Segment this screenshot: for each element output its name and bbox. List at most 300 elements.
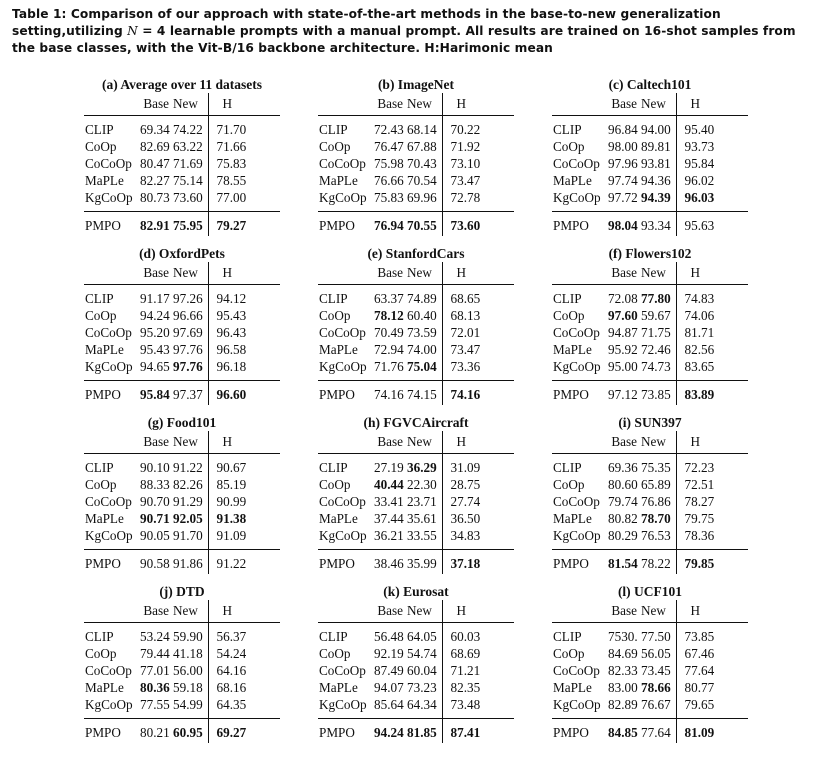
base-value: 90.05 bbox=[140, 527, 173, 550]
h-value: 56.37 bbox=[208, 623, 280, 646]
h-value: 27.74 bbox=[442, 493, 514, 510]
h-value: 95.84 bbox=[676, 155, 748, 172]
base-value: 72.08 bbox=[608, 291, 638, 306]
row-clip bbox=[552, 454, 748, 477]
h-value: 71.21 bbox=[442, 662, 514, 679]
results-table bbox=[318, 262, 514, 405]
column-header: H bbox=[208, 262, 280, 285]
row-coop bbox=[84, 476, 280, 493]
base-value: 7530. bbox=[608, 629, 638, 644]
row-coop bbox=[552, 476, 748, 493]
row-clip bbox=[84, 116, 280, 139]
h-value: 31.09 bbox=[442, 454, 514, 477]
method-name: CoOp bbox=[85, 646, 117, 661]
row-clip bbox=[318, 285, 514, 308]
header-blank bbox=[318, 431, 374, 454]
h-value: 36.50 bbox=[442, 510, 514, 527]
row-kgcoop bbox=[552, 358, 748, 381]
new-value: 59.90 bbox=[173, 629, 203, 644]
base-value: 94.87 bbox=[608, 325, 638, 340]
method-name: KgCoOp bbox=[84, 358, 140, 381]
base-value: 90.71 bbox=[140, 511, 170, 526]
new-value: 63.22 bbox=[173, 139, 203, 154]
row-clip bbox=[84, 285, 280, 308]
base-value: 82.27 bbox=[140, 173, 170, 188]
new-value: 78.70 bbox=[641, 511, 671, 526]
table-panel bbox=[552, 415, 748, 585]
method-name: MaPLe bbox=[553, 511, 592, 526]
method-name: MaPLe bbox=[319, 680, 358, 695]
row-cocoop bbox=[84, 155, 280, 172]
row-pmpo bbox=[318, 550, 514, 575]
method-name: CoCoOp bbox=[553, 156, 600, 171]
row-coop bbox=[318, 645, 514, 662]
header-blank bbox=[84, 431, 140, 454]
base-value: 97.74 bbox=[608, 173, 638, 188]
method-name: MaPLe bbox=[319, 342, 358, 357]
column-header: Base bbox=[140, 600, 173, 623]
method-name: CLIP bbox=[553, 122, 582, 137]
column-header: Base bbox=[140, 431, 173, 454]
row-maple bbox=[84, 679, 280, 696]
base-value: 80.29 bbox=[608, 527, 641, 550]
base-value: 80.73 bbox=[140, 189, 173, 212]
row-maple bbox=[84, 172, 280, 189]
base-value: 84.69 bbox=[608, 646, 638, 661]
base-value: 87.49 bbox=[374, 663, 404, 678]
table-panel bbox=[318, 584, 514, 754]
base-value: 97.60 bbox=[608, 308, 638, 323]
table-panel bbox=[84, 415, 280, 585]
method-name: PMPO bbox=[553, 725, 589, 740]
new-value: 97.37 bbox=[173, 387, 203, 402]
new-value: 94.39 bbox=[641, 189, 676, 212]
method-name: MaPLe bbox=[553, 173, 592, 188]
base-value: 82.91 bbox=[140, 218, 170, 233]
h-value: 81.09 bbox=[676, 719, 748, 744]
h-value: 68.65 bbox=[442, 285, 514, 308]
row-pmpo bbox=[552, 550, 748, 575]
column-header: Base bbox=[374, 262, 407, 285]
row-cocoop bbox=[552, 155, 748, 172]
new-value: 64.34 bbox=[407, 696, 442, 719]
new-value: 73.45 bbox=[641, 663, 671, 678]
base-value: 94.07 bbox=[374, 680, 404, 695]
new-value: 91.70 bbox=[173, 527, 208, 550]
h-value: 91.22 bbox=[208, 550, 280, 575]
row-coop bbox=[318, 476, 514, 493]
method-name: PMPO bbox=[85, 556, 121, 571]
base-value: 82.89 bbox=[608, 696, 641, 719]
new-value: 71.69 bbox=[173, 156, 203, 171]
method-name: CoCoOp bbox=[553, 325, 600, 340]
row-kgcoop bbox=[84, 358, 280, 381]
new-value: 54.99 bbox=[173, 696, 208, 719]
method-name: CoOp bbox=[553, 308, 585, 323]
header-blank bbox=[552, 93, 608, 116]
results-table bbox=[84, 262, 280, 405]
new-value: 56.00 bbox=[173, 663, 203, 678]
method-name: PMPO bbox=[553, 387, 589, 402]
row-maple bbox=[552, 341, 748, 358]
h-value: 96.18 bbox=[208, 358, 280, 381]
new-value: 64.05 bbox=[407, 629, 437, 644]
base-value: 88.33 bbox=[140, 477, 170, 492]
row-coop bbox=[318, 138, 514, 155]
header-row bbox=[318, 262, 514, 285]
method-name: KgCoOp bbox=[318, 358, 374, 381]
h-value: 54.24 bbox=[208, 645, 280, 662]
header-blank bbox=[318, 93, 374, 116]
method-name: MaPLe bbox=[553, 680, 592, 695]
h-value: 83.89 bbox=[676, 381, 748, 406]
new-value: 65.89 bbox=[641, 477, 671, 492]
method-name: KgCoOp bbox=[84, 189, 140, 212]
method-name: PMPO bbox=[85, 387, 121, 402]
results-table bbox=[84, 431, 280, 574]
h-value: 96.43 bbox=[208, 324, 280, 341]
base-value: 84.85 bbox=[608, 725, 638, 740]
method-name: PMPO bbox=[319, 556, 355, 571]
h-value: 85.19 bbox=[208, 476, 280, 493]
h-value: 75.83 bbox=[208, 155, 280, 172]
method-name: CLIP bbox=[85, 629, 114, 644]
new-value: 75.35 bbox=[641, 460, 671, 475]
new-value: 91.22 bbox=[173, 460, 203, 475]
row-cocoop bbox=[84, 493, 280, 510]
new-value: 93.34 bbox=[641, 218, 671, 233]
new-value: 72.46 bbox=[641, 342, 671, 357]
method-name: MaPLe bbox=[85, 680, 124, 695]
row-clip bbox=[84, 454, 280, 477]
header-row bbox=[318, 93, 514, 116]
results-table bbox=[552, 600, 748, 743]
h-value: 82.35 bbox=[442, 679, 514, 696]
new-value: 60.40 bbox=[407, 308, 437, 323]
table-panel bbox=[552, 584, 748, 754]
row-pmpo bbox=[552, 212, 748, 237]
column-header: H bbox=[442, 431, 514, 454]
method-name: PMPO bbox=[319, 218, 355, 233]
new-value: 74.22 bbox=[173, 122, 203, 137]
h-value: 72.78 bbox=[442, 189, 514, 212]
table-panel bbox=[84, 584, 280, 754]
row-clip bbox=[552, 116, 748, 139]
base-value: 95.43 bbox=[140, 342, 170, 357]
column-header: H bbox=[676, 262, 748, 285]
results-table bbox=[84, 93, 280, 236]
column-header: Base bbox=[608, 262, 641, 285]
results-table bbox=[318, 431, 514, 574]
h-value: 68.69 bbox=[442, 645, 514, 662]
new-value: 78.22 bbox=[641, 556, 671, 571]
base-value: 69.36 bbox=[608, 460, 638, 475]
new-value: 77.50 bbox=[641, 629, 671, 644]
base-value: 95.20 bbox=[140, 325, 170, 340]
row-kgcoop bbox=[84, 189, 280, 212]
new-value: 91.86 bbox=[173, 556, 203, 571]
h-value: 79.27 bbox=[208, 212, 280, 237]
header-blank bbox=[552, 600, 608, 623]
caption-text-1: Table 1: Comparison of our approach with state-of-the-art methods in the base-to-new generalization setting,utilizing bbox=[12, 7, 721, 38]
h-value: 96.58 bbox=[208, 341, 280, 358]
base-value: 83.00 bbox=[608, 680, 638, 695]
base-value: 77.01 bbox=[140, 663, 170, 678]
base-value: 38.46 bbox=[374, 556, 404, 571]
h-value: 94.12 bbox=[208, 285, 280, 308]
method-name: PMPO bbox=[553, 218, 589, 233]
h-value: 64.35 bbox=[208, 696, 280, 719]
new-value: 56.05 bbox=[641, 646, 671, 661]
h-value: 74.83 bbox=[676, 285, 748, 308]
h-value: 90.99 bbox=[208, 493, 280, 510]
method-name: MaPLe bbox=[85, 511, 124, 526]
row-maple bbox=[318, 341, 514, 358]
row-cocoop bbox=[318, 662, 514, 679]
method-name: KgCoOp bbox=[552, 527, 608, 550]
panel-title: (d) OxfordPets bbox=[139, 246, 225, 261]
method-name: CoOp bbox=[319, 308, 351, 323]
h-value: 79.75 bbox=[676, 510, 748, 527]
column-header: Base bbox=[374, 600, 407, 623]
method-name: CoOp bbox=[85, 308, 117, 323]
h-value: 64.16 bbox=[208, 662, 280, 679]
row-cocoop bbox=[84, 662, 280, 679]
row-pmpo bbox=[318, 719, 514, 744]
method-name: KgCoOp bbox=[84, 696, 140, 719]
row-pmpo bbox=[84, 719, 280, 744]
panel-title: (c) Caltech101 bbox=[608, 77, 692, 92]
h-value: 82.56 bbox=[676, 341, 748, 358]
header-blank bbox=[84, 262, 140, 285]
row-coop bbox=[318, 307, 514, 324]
column-header: New bbox=[641, 93, 676, 116]
table-panel bbox=[552, 77, 748, 247]
table-panel bbox=[318, 77, 514, 247]
method-name: PMPO bbox=[319, 725, 355, 740]
row-kgcoop bbox=[318, 696, 514, 719]
row-maple bbox=[552, 679, 748, 696]
h-value: 78.55 bbox=[208, 172, 280, 189]
new-value: 75.04 bbox=[407, 358, 442, 381]
base-value: 70.49 bbox=[374, 325, 404, 340]
h-value: 67.46 bbox=[676, 645, 748, 662]
header-row bbox=[318, 431, 514, 454]
row-kgcoop bbox=[84, 696, 280, 719]
base-value: 71.76 bbox=[374, 358, 407, 381]
method-name: MaPLe bbox=[85, 342, 124, 357]
base-value: 33.41 bbox=[374, 494, 404, 509]
new-value: 74.00 bbox=[407, 342, 437, 357]
base-value: 92.19 bbox=[374, 646, 404, 661]
header-row bbox=[84, 262, 280, 285]
new-value: 70.55 bbox=[407, 218, 437, 233]
base-value: 75.98 bbox=[374, 156, 404, 171]
method-name: KgCoOp bbox=[318, 527, 374, 550]
base-value: 97.12 bbox=[608, 387, 638, 402]
header-blank bbox=[318, 600, 374, 623]
new-value: 59.67 bbox=[641, 308, 671, 323]
panel-title: (b) ImageNet bbox=[377, 77, 455, 92]
header-row bbox=[552, 431, 748, 454]
h-value: 70.22 bbox=[442, 116, 514, 139]
method-name: CoCoOp bbox=[85, 494, 132, 509]
row-kgcoop bbox=[552, 696, 748, 719]
h-value: 71.70 bbox=[208, 116, 280, 139]
h-value: 68.16 bbox=[208, 679, 280, 696]
panel-title: (g) Food101 bbox=[147, 415, 217, 430]
column-header: New bbox=[407, 93, 442, 116]
new-value: 33.55 bbox=[407, 527, 442, 550]
base-value: 75.83 bbox=[374, 189, 407, 212]
new-value: 81.85 bbox=[407, 725, 437, 740]
row-cocoop bbox=[552, 324, 748, 341]
base-value: 94.65 bbox=[140, 358, 173, 381]
h-value: 68.13 bbox=[442, 307, 514, 324]
method-name: CoOp bbox=[553, 646, 585, 661]
base-value: 76.66 bbox=[374, 173, 404, 188]
base-value: 76.94 bbox=[374, 218, 404, 233]
column-header: H bbox=[676, 93, 748, 116]
h-value: 34.83 bbox=[442, 527, 514, 550]
row-pmpo bbox=[552, 719, 748, 744]
base-value: 78.12 bbox=[374, 308, 404, 323]
base-value: 91.17 bbox=[140, 291, 170, 306]
base-value: 37.44 bbox=[374, 511, 404, 526]
base-value: 94.24 bbox=[140, 308, 170, 323]
method-name: CoOp bbox=[85, 139, 117, 154]
new-value: 93.81 bbox=[641, 156, 671, 171]
method-name: CLIP bbox=[319, 629, 348, 644]
method-name: CLIP bbox=[85, 291, 114, 306]
method-name: KgCoOp bbox=[318, 696, 374, 719]
column-header: New bbox=[407, 262, 442, 285]
row-cocoop bbox=[84, 324, 280, 341]
method-name: PMPO bbox=[553, 556, 589, 571]
new-value: 22.30 bbox=[407, 477, 437, 492]
row-pmpo bbox=[318, 212, 514, 237]
h-value: 77.64 bbox=[676, 662, 748, 679]
h-value: 95.43 bbox=[208, 307, 280, 324]
base-value: 95.84 bbox=[140, 387, 170, 402]
h-value: 96.03 bbox=[676, 189, 748, 212]
h-value: 96.02 bbox=[676, 172, 748, 189]
new-value: 76.67 bbox=[641, 696, 676, 719]
new-value: 75.14 bbox=[173, 173, 203, 188]
base-value: 95.00 bbox=[608, 358, 641, 381]
column-header: H bbox=[676, 600, 748, 623]
base-value: 80.21 bbox=[140, 725, 170, 740]
new-value: 75.95 bbox=[173, 218, 203, 233]
column-header: H bbox=[208, 600, 280, 623]
row-clip bbox=[552, 623, 748, 646]
method-name: CoCoOp bbox=[85, 156, 132, 171]
base-value: 72.94 bbox=[374, 342, 404, 357]
row-maple bbox=[552, 510, 748, 527]
column-header: H bbox=[208, 93, 280, 116]
h-value: 96.60 bbox=[208, 381, 280, 406]
table-panel bbox=[318, 415, 514, 585]
row-kgcoop bbox=[552, 189, 748, 212]
method-name: CLIP bbox=[319, 291, 348, 306]
row-cocoop bbox=[552, 493, 748, 510]
h-value: 72.51 bbox=[676, 476, 748, 493]
method-name: CLIP bbox=[553, 460, 582, 475]
new-value: 74.89 bbox=[407, 291, 437, 306]
base-value: 85.64 bbox=[374, 696, 407, 719]
base-value: 79.44 bbox=[140, 646, 170, 661]
new-value: 54.74 bbox=[407, 646, 437, 661]
column-header: New bbox=[407, 600, 442, 623]
table-caption bbox=[12, 6, 810, 57]
h-value: 80.77 bbox=[676, 679, 748, 696]
new-value: 97.69 bbox=[173, 325, 203, 340]
row-kgcoop bbox=[84, 527, 280, 550]
h-value: 87.41 bbox=[442, 719, 514, 744]
row-maple bbox=[84, 341, 280, 358]
method-name: CoOp bbox=[319, 139, 351, 154]
new-value: 73.60 bbox=[173, 189, 208, 212]
base-value: 79.74 bbox=[608, 494, 638, 509]
panel-title: (e) StanfordCars bbox=[367, 246, 465, 261]
results-table bbox=[552, 93, 748, 236]
header-row bbox=[552, 262, 748, 285]
column-header: New bbox=[173, 262, 208, 285]
base-value: 81.54 bbox=[608, 556, 638, 571]
panel-title: (h) FGVCAircraft bbox=[363, 415, 469, 430]
caption-text-2: = 4 learnable prompts with a manual prompt. All results are trained on 16-shot samples from the base classes, with the Vit-B/16 backbone architecture. H:Harimonic mean bbox=[12, 24, 796, 55]
new-value: 78.66 bbox=[641, 680, 671, 695]
column-header: New bbox=[641, 431, 676, 454]
base-value: 53.24 bbox=[140, 629, 170, 644]
caption-variable-n: N bbox=[127, 24, 138, 38]
h-value: 74.06 bbox=[676, 307, 748, 324]
table-panel bbox=[84, 77, 280, 247]
new-value: 82.26 bbox=[173, 477, 203, 492]
base-value: 90.70 bbox=[140, 494, 170, 509]
base-value: 97.96 bbox=[608, 156, 638, 171]
column-header: Base bbox=[374, 431, 407, 454]
new-value: 89.81 bbox=[641, 139, 671, 154]
new-value: 73.23 bbox=[407, 680, 437, 695]
header-row bbox=[84, 93, 280, 116]
method-name: PMPO bbox=[85, 218, 121, 233]
row-maple bbox=[84, 510, 280, 527]
method-name: CLIP bbox=[319, 460, 348, 475]
new-value: 74.73 bbox=[641, 358, 676, 381]
h-value: 72.01 bbox=[442, 324, 514, 341]
base-value: 27.19 bbox=[374, 460, 404, 475]
method-name: CLIP bbox=[85, 460, 114, 475]
method-name: CoCoOp bbox=[553, 663, 600, 678]
column-header: H bbox=[442, 600, 514, 623]
base-value: 98.00 bbox=[608, 139, 638, 154]
table-panel bbox=[84, 246, 280, 416]
column-header: New bbox=[173, 93, 208, 116]
row-coop bbox=[552, 307, 748, 324]
base-value: 90.10 bbox=[140, 460, 170, 475]
header-row bbox=[552, 600, 748, 623]
row-coop bbox=[84, 138, 280, 155]
panel-title: (l) UCF101 bbox=[617, 584, 683, 599]
h-value: 95.63 bbox=[676, 212, 748, 237]
row-maple bbox=[318, 510, 514, 527]
method-name: CoOp bbox=[553, 139, 585, 154]
row-maple bbox=[318, 679, 514, 696]
table-panel bbox=[552, 246, 748, 416]
row-cocoop bbox=[318, 493, 514, 510]
h-value: 93.73 bbox=[676, 138, 748, 155]
